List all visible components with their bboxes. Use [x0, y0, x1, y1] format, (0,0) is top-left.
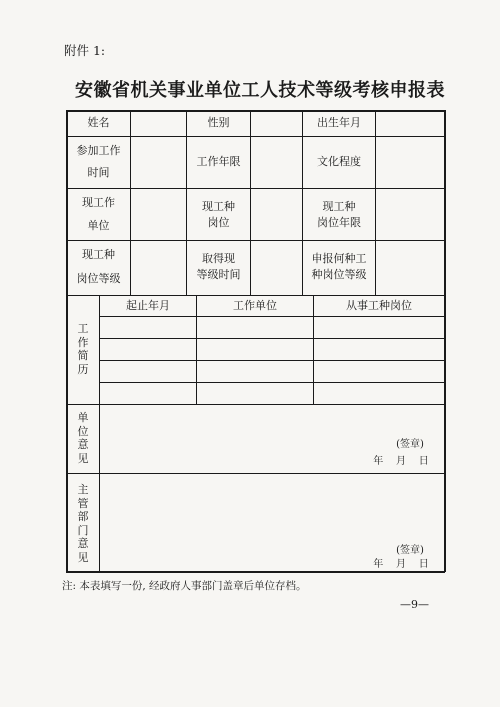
current-level-label-1: 现工种 — [82, 248, 115, 261]
unit-date-label: 年 月 日 — [373, 456, 429, 467]
apply-label-2: 种岗位等级 — [311, 268, 367, 281]
current-trade-label-2: 岗位 — [207, 216, 230, 229]
current-unit-label-2: 单位 — [87, 219, 110, 232]
unit-seal-label: (签章) — [396, 439, 424, 450]
dept-opinion-label: 主管部门意见 — [77, 483, 89, 564]
current-unit-label-1: 现工作 — [82, 196, 115, 209]
current-level-label-2: 岗位等级 — [76, 272, 121, 285]
name-label: 姓名 — [87, 116, 110, 129]
form-title: 安徽省机关事业单位工人技术等级考核申报表 — [75, 80, 445, 101]
gender-label: 性别 — [207, 116, 230, 129]
obtained-label-1: 取得现 — [202, 252, 235, 265]
footnote: 注: 本表填写一份, 经政府人事部门盖章后单位存档。 — [62, 580, 307, 592]
work-years-label: 工作年限 — [196, 155, 241, 168]
birth-label: 出生年月 — [317, 116, 361, 129]
history-col-period: 起止年月 — [126, 299, 170, 312]
education-label: 文化程度 — [317, 155, 361, 168]
unit-opinion-label: 单位意见 — [77, 411, 89, 465]
obtained-label-2: 等级时间 — [196, 268, 241, 281]
dept-date-label: 年 月 日 — [373, 559, 429, 570]
join-work-label-1: 参加工作 — [76, 144, 121, 157]
current-trade-label-1: 现工种 — [202, 200, 235, 213]
join-work-label-2: 时间 — [87, 166, 110, 179]
history-label: 工作简历 — [77, 322, 89, 376]
attachment-label: 附件 1: — [64, 43, 106, 58]
page-number: —9— — [400, 598, 429, 611]
history-col-unit: 工作单位 — [233, 299, 277, 312]
current-trade-years-label-2: 岗位年限 — [317, 216, 361, 229]
dept-seal-label: (签章) — [396, 545, 424, 556]
current-trade-years-label-1: 现工种 — [322, 200, 356, 213]
history-col-job: 从事工种岗位 — [346, 299, 412, 312]
apply-label-1: 申报何种工 — [311, 252, 367, 265]
